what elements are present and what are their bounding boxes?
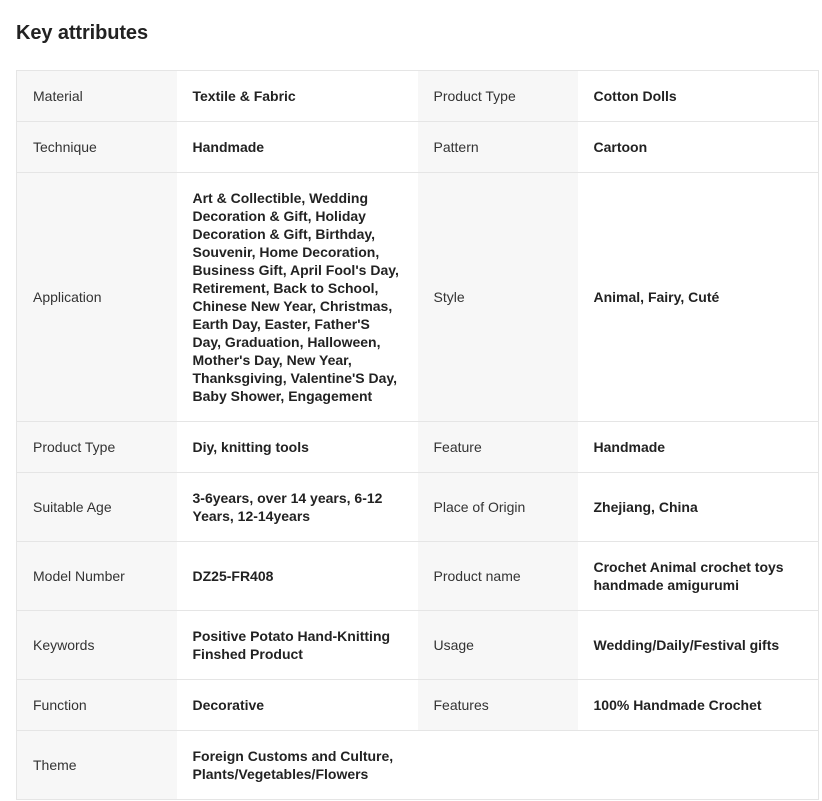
attribute-label: Model Number — [17, 542, 177, 611]
attribute-value: Handmade — [177, 122, 418, 173]
attribute-label: Usage — [418, 611, 578, 680]
attribute-value: Art & Collectible, Wedding Decoration & Gift, Holiday Decoration & Gift, Birthday, Souvenir, Home Decoration, Business Gift, April Fool's Day, Retirement, Back to School, Chinese New Year, Christmas, Earth Day, Easter, Father'S Day, Graduation, Halloween, Mother's Day, New Year, Thanksgiving, Valentine'S Day, Baby Shower, Engagement — [177, 173, 418, 422]
table-row — [17, 680, 819, 731]
table-row — [17, 731, 819, 800]
attribute-value: Zhejiang, China — [578, 473, 819, 542]
attribute-label: Feature — [418, 422, 578, 473]
empty-cell — [578, 731, 819, 800]
table-row — [17, 71, 819, 122]
attribute-label: Function — [17, 680, 177, 731]
attribute-label: Suitable Age — [17, 473, 177, 542]
table-row — [17, 542, 819, 611]
attribute-value: Animal, Fairy, Cuté — [578, 173, 819, 422]
table-row — [17, 611, 819, 680]
section-title: Key attributes — [16, 22, 148, 44]
attribute-label: Application — [17, 173, 177, 422]
table-row — [17, 173, 819, 422]
attribute-value: Wedding/Daily/Festival gifts — [578, 611, 819, 680]
attribute-label: Technique — [17, 122, 177, 173]
attribute-label: Place of Origin — [418, 473, 578, 542]
table-row — [17, 122, 819, 173]
attribute-label: Style — [418, 173, 578, 422]
table-row — [17, 473, 819, 542]
attribute-label: Product Type — [17, 422, 177, 473]
attribute-value: Foreign Customs and Culture, Plants/Vegetables/Flowers — [177, 731, 418, 800]
attribute-value: Cartoon — [578, 122, 819, 173]
attribute-value: Crochet Animal crochet toys handmade amigurumi — [578, 542, 819, 611]
table-row — [17, 422, 819, 473]
attributes-table — [16, 70, 819, 800]
empty-cell — [418, 731, 578, 800]
attribute-value: Textile & Fabric — [177, 71, 418, 122]
attribute-value: Diy, knitting tools — [177, 422, 418, 473]
attribute-value: 3-6years, over 14 years, 6-12 Years, 12-14years — [177, 473, 418, 542]
attribute-label: Theme — [17, 731, 177, 800]
attribute-value: Positive Potato Hand-Knitting Finshed Product — [177, 611, 418, 680]
attribute-value: Cotton Dolls — [578, 71, 819, 122]
attribute-label: Material — [17, 71, 177, 122]
attribute-label: Keywords — [17, 611, 177, 680]
attribute-value: Decorative — [177, 680, 418, 731]
attribute-label: Features — [418, 680, 578, 731]
attribute-value: 100% Handmade Crochet — [578, 680, 819, 731]
attribute-label: Pattern — [418, 122, 578, 173]
attribute-label: Product Type — [418, 71, 578, 122]
attribute-value: Handmade — [578, 422, 819, 473]
attribute-value: DZ25-FR408 — [177, 542, 418, 611]
attribute-label: Product name — [418, 542, 578, 611]
